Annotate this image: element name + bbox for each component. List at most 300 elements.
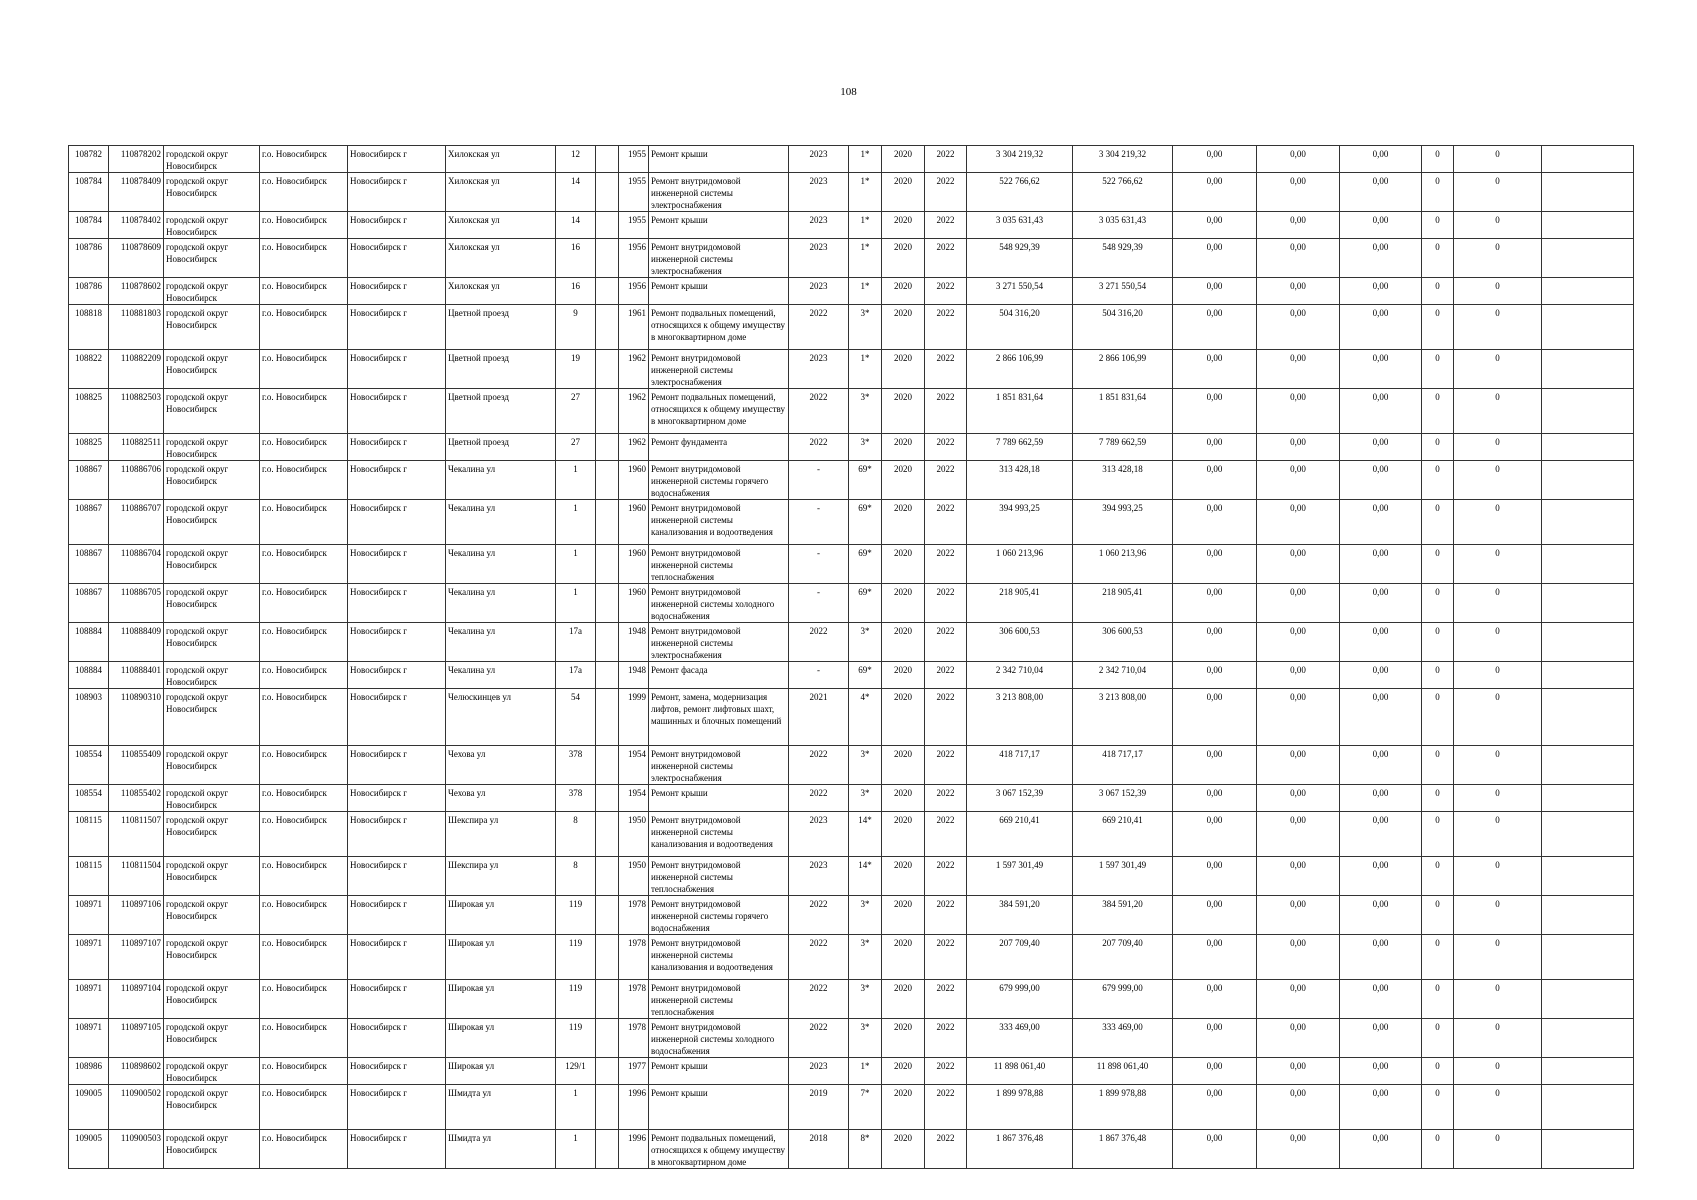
budget-3-cell: 0,00 (1340, 1085, 1422, 1130)
budget-2-cell: 0,00 (1257, 1019, 1340, 1058)
period-start-cell: 2020 (882, 584, 925, 623)
period-start-cell: 2020 (882, 746, 925, 785)
count-2-cell: 0 (1454, 584, 1542, 623)
building-cell (596, 305, 619, 350)
municipality-cell: городской округ Новосибирск (164, 584, 260, 623)
year-built-cell: 1962 (619, 389, 649, 434)
work-code-cell: 110878409 (109, 173, 164, 212)
city-cell: Новосибирск г (348, 662, 446, 689)
table-row (69, 350, 1634, 389)
extra-cell (1542, 812, 1634, 857)
budget-1-cell: 0,00 (1173, 1058, 1257, 1085)
work-code-cell: 110881803 (109, 305, 164, 350)
record-id-cell: 108971 (69, 935, 109, 980)
budget-2-cell: 0,00 (1257, 785, 1340, 812)
extra-cell (1542, 545, 1634, 584)
count-1-cell: 0 (1422, 1058, 1454, 1085)
page-number: 108 (840, 86, 857, 98)
budget-2-cell: 0,00 (1257, 935, 1340, 980)
district-cell: г.о. Новосибирск (260, 785, 348, 812)
period-start-cell: 2020 (882, 239, 925, 278)
municipality-cell: городской округ Новосибирск (164, 1085, 260, 1130)
district-cell: г.о. Новосибирск (260, 584, 348, 623)
city-cell: Новосибирск г (348, 389, 446, 434)
count-1-cell: 0 (1422, 305, 1454, 350)
period-start-cell: 2020 (882, 896, 925, 935)
year-built-cell: 1948 (619, 623, 649, 662)
work-type-cell: Ремонт внутридомовой инженерной системы канализования и водоотведения (649, 500, 789, 545)
budget-1-cell: 0,00 (1173, 239, 1257, 278)
year-built-cell: 1996 (619, 1085, 649, 1130)
period-start-cell: 2020 (882, 935, 925, 980)
work-code-cell: 110900503 (109, 1130, 164, 1169)
street-cell: Широкая ул (446, 1058, 556, 1085)
fund-cost-cell: 3 035 631,43 (1073, 212, 1173, 239)
work-type-cell: Ремонт крыши (649, 785, 789, 812)
work-type-cell: Ремонт подвальных помещений, относящихся к общему имуществу в многоквартирном доме (649, 1130, 789, 1169)
count-1-cell: 0 (1422, 935, 1454, 980)
municipality-cell: городской округ Новосибирск (164, 1019, 260, 1058)
building-cell (596, 173, 619, 212)
municipality-cell: городской округ Новосибирск (164, 461, 260, 500)
house-number-cell: 378 (556, 785, 596, 812)
work-code-cell: 110897107 (109, 935, 164, 980)
year-built-cell: 1955 (619, 146, 649, 173)
period-end-cell: 2022 (925, 1130, 967, 1169)
table-row (69, 623, 1634, 662)
record-id-cell: 108825 (69, 389, 109, 434)
house-number-cell: 14 (556, 212, 596, 239)
budget-3-cell: 0,00 (1340, 278, 1422, 305)
house-number-cell: 17а (556, 623, 596, 662)
plan-year-cell: 2022 (789, 980, 849, 1019)
record-id-cell: 108884 (69, 623, 109, 662)
count-2-cell: 0 (1454, 173, 1542, 212)
total-cost-cell: 11 898 061,40 (967, 1058, 1073, 1085)
total-cost-cell: 1 060 213,96 (967, 545, 1073, 584)
building-cell (596, 146, 619, 173)
total-cost-cell: 306 600,53 (967, 623, 1073, 662)
work-type-cell: Ремонт внутридомовой инженерной системы холодного водоснабжения (649, 584, 789, 623)
year-built-cell: 1955 (619, 173, 649, 212)
count-2-cell: 0 (1454, 1019, 1542, 1058)
house-number-cell: 119 (556, 1019, 596, 1058)
house-number-cell: 19 (556, 350, 596, 389)
district-cell: г.о. Новосибирск (260, 935, 348, 980)
total-cost-cell: 3 304 219,32 (967, 146, 1073, 173)
period-start-cell: 2020 (882, 350, 925, 389)
work-type-cell: Ремонт крыши (649, 146, 789, 173)
year-built-cell: 1950 (619, 812, 649, 857)
extra-cell (1542, 239, 1634, 278)
count-2-cell: 0 (1454, 305, 1542, 350)
total-cost-cell: 2 866 106,99 (967, 350, 1073, 389)
period-end-cell: 2022 (925, 239, 967, 278)
year-built-cell: 1977 (619, 1058, 649, 1085)
budget-3-cell: 0,00 (1340, 857, 1422, 896)
city-cell: Новосибирск г (348, 1130, 446, 1169)
house-number-cell: 16 (556, 239, 596, 278)
plan-year-cell: - (789, 500, 849, 545)
extra-cell (1542, 1019, 1634, 1058)
building-cell (596, 980, 619, 1019)
work-code-cell: 110882511 (109, 434, 164, 461)
district-cell: г.о. Новосибирск (260, 896, 348, 935)
note-cell: 1* (849, 239, 882, 278)
budget-2-cell: 0,00 (1257, 980, 1340, 1019)
fund-cost-cell: 1 867 376,48 (1073, 1130, 1173, 1169)
budget-2-cell: 0,00 (1257, 461, 1340, 500)
budget-2-cell: 0,00 (1257, 212, 1340, 239)
street-cell: Чекалина ул (446, 584, 556, 623)
year-built-cell: 1960 (619, 461, 649, 500)
city-cell: Новосибирск г (348, 461, 446, 500)
extra-cell (1542, 935, 1634, 980)
period-end-cell: 2022 (925, 746, 967, 785)
table-row (69, 584, 1634, 623)
note-cell: 3* (849, 305, 882, 350)
budget-1-cell: 0,00 (1173, 1019, 1257, 1058)
work-type-cell: Ремонт внутридомовой инженерной системы горячего водоснабжения (649, 461, 789, 500)
municipality-cell: городской округ Новосибирск (164, 746, 260, 785)
plan-year-cell: 2022 (789, 1019, 849, 1058)
fund-cost-cell: 333 469,00 (1073, 1019, 1173, 1058)
street-cell: Шмидта ул (446, 1085, 556, 1130)
budget-3-cell: 0,00 (1340, 746, 1422, 785)
plan-year-cell: 2023 (789, 239, 849, 278)
count-1-cell: 0 (1422, 461, 1454, 500)
note-cell: 1* (849, 350, 882, 389)
count-1-cell: 0 (1422, 857, 1454, 896)
count-1-cell: 0 (1422, 278, 1454, 305)
budget-3-cell: 0,00 (1340, 980, 1422, 1019)
count-1-cell: 0 (1422, 662, 1454, 689)
work-code-cell: 110886706 (109, 461, 164, 500)
municipality-cell: городской округ Новосибирск (164, 1058, 260, 1085)
record-id-cell: 108554 (69, 746, 109, 785)
record-id-cell: 108115 (69, 857, 109, 896)
period-end-cell: 2022 (925, 1058, 967, 1085)
plan-year-cell: - (789, 461, 849, 500)
table-row (69, 500, 1634, 545)
total-cost-cell: 548 929,39 (967, 239, 1073, 278)
extra-cell (1542, 278, 1634, 305)
work-code-cell: 110890310 (109, 689, 164, 746)
municipality-cell: городской округ Новосибирск (164, 434, 260, 461)
work-code-cell: 110882503 (109, 389, 164, 434)
plan-year-cell: 2023 (789, 350, 849, 389)
period-end-cell: 2022 (925, 278, 967, 305)
plan-year-cell: 2023 (789, 146, 849, 173)
record-id-cell: 108786 (69, 239, 109, 278)
table-row (69, 785, 1634, 812)
table-row (69, 461, 1634, 500)
note-cell: 3* (849, 980, 882, 1019)
table-row (69, 812, 1634, 857)
building-cell (596, 389, 619, 434)
extra-cell (1542, 1130, 1634, 1169)
work-type-cell: Ремонт фасада (649, 662, 789, 689)
district-cell: г.о. Новосибирск (260, 389, 348, 434)
count-2-cell: 0 (1454, 746, 1542, 785)
extra-cell (1542, 305, 1634, 350)
count-2-cell: 0 (1454, 500, 1542, 545)
year-built-cell: 1978 (619, 935, 649, 980)
period-start-cell: 2020 (882, 212, 925, 239)
budget-2-cell: 0,00 (1257, 1058, 1340, 1085)
count-1-cell: 0 (1422, 1019, 1454, 1058)
city-cell: Новосибирск г (348, 545, 446, 584)
plan-year-cell: 2022 (789, 935, 849, 980)
table-row (69, 1019, 1634, 1058)
total-cost-cell: 7 789 662,59 (967, 434, 1073, 461)
street-cell: Чехова ул (446, 746, 556, 785)
total-cost-cell: 1 597 301,49 (967, 857, 1073, 896)
fund-cost-cell: 3 213 808,00 (1073, 689, 1173, 746)
budget-2-cell: 0,00 (1257, 1130, 1340, 1169)
budget-3-cell: 0,00 (1340, 146, 1422, 173)
municipality-cell: городской округ Новосибирск (164, 935, 260, 980)
count-1-cell: 0 (1422, 500, 1454, 545)
budget-2-cell: 0,00 (1257, 389, 1340, 434)
work-type-cell: Ремонт внутридомовой инженерной системы горячего водоснабжения (649, 896, 789, 935)
count-1-cell: 0 (1422, 389, 1454, 434)
table-row (69, 305, 1634, 350)
year-built-cell: 1956 (619, 278, 649, 305)
fund-cost-cell: 3 271 550,54 (1073, 278, 1173, 305)
period-start-cell: 2020 (882, 785, 925, 812)
record-id-cell: 108867 (69, 461, 109, 500)
period-end-cell: 2022 (925, 389, 967, 434)
plan-year-cell: 2019 (789, 1085, 849, 1130)
work-type-cell: Ремонт внутридомовой инженерной системы канализования и водоотведения (649, 935, 789, 980)
fund-cost-cell: 679 999,00 (1073, 980, 1173, 1019)
municipality-cell: городской округ Новосибирск (164, 173, 260, 212)
year-built-cell: 1954 (619, 746, 649, 785)
budget-1-cell: 0,00 (1173, 278, 1257, 305)
work-code-cell: 110897105 (109, 1019, 164, 1058)
count-2-cell: 0 (1454, 896, 1542, 935)
period-end-cell: 2022 (925, 980, 967, 1019)
house-number-cell: 1 (556, 500, 596, 545)
extra-cell (1542, 584, 1634, 623)
record-id-cell: 108554 (69, 785, 109, 812)
record-id-cell: 108884 (69, 662, 109, 689)
district-cell: г.о. Новосибирск (260, 278, 348, 305)
count-1-cell: 0 (1422, 239, 1454, 278)
city-cell: Новосибирск г (348, 305, 446, 350)
district-cell: г.о. Новосибирск (260, 173, 348, 212)
work-code-cell: 110886704 (109, 545, 164, 584)
building-cell (596, 785, 619, 812)
city-cell: Новосибирск г (348, 746, 446, 785)
building-cell (596, 746, 619, 785)
building-cell (596, 662, 619, 689)
count-2-cell: 0 (1454, 1130, 1542, 1169)
budget-3-cell: 0,00 (1340, 1058, 1422, 1085)
total-cost-cell: 1 899 978,88 (967, 1085, 1073, 1130)
street-cell: Цветной проезд (446, 305, 556, 350)
house-number-cell: 119 (556, 980, 596, 1019)
budget-3-cell: 0,00 (1340, 662, 1422, 689)
extra-cell (1542, 212, 1634, 239)
record-id-cell: 108818 (69, 305, 109, 350)
budget-2-cell: 0,00 (1257, 623, 1340, 662)
district-cell: г.о. Новосибирск (260, 239, 348, 278)
note-cell: 3* (849, 389, 882, 434)
street-cell: Хилокская ул (446, 173, 556, 212)
period-start-cell: 2020 (882, 623, 925, 662)
budget-3-cell: 0,00 (1340, 1019, 1422, 1058)
total-cost-cell: 3 271 550,54 (967, 278, 1073, 305)
budget-2-cell: 0,00 (1257, 173, 1340, 212)
fund-cost-cell: 1 851 831,64 (1073, 389, 1173, 434)
budget-3-cell: 0,00 (1340, 212, 1422, 239)
fund-cost-cell: 1 597 301,49 (1073, 857, 1173, 896)
work-code-cell: 110855409 (109, 746, 164, 785)
budget-1-cell: 0,00 (1173, 146, 1257, 173)
count-1-cell: 0 (1422, 1085, 1454, 1130)
year-built-cell: 1999 (619, 689, 649, 746)
count-2-cell: 0 (1454, 1058, 1542, 1085)
fund-cost-cell: 669 210,41 (1073, 812, 1173, 857)
count-1-cell: 0 (1422, 896, 1454, 935)
note-cell: 3* (849, 935, 882, 980)
district-cell: г.о. Новосибирск (260, 980, 348, 1019)
work-code-cell: 110878609 (109, 239, 164, 278)
budget-1-cell: 0,00 (1173, 545, 1257, 584)
work-type-cell: Ремонт внутридомовой инженерной системы электроснабжения (649, 746, 789, 785)
building-cell (596, 239, 619, 278)
note-cell: 3* (849, 434, 882, 461)
total-cost-cell: 384 591,20 (967, 896, 1073, 935)
city-cell: Новосибирск г (348, 239, 446, 278)
budget-3-cell: 0,00 (1340, 584, 1422, 623)
budget-3-cell: 0,00 (1340, 785, 1422, 812)
district-cell: г.о. Новосибирск (260, 857, 348, 896)
budget-2-cell: 0,00 (1257, 812, 1340, 857)
total-cost-cell: 313 428,18 (967, 461, 1073, 500)
fund-cost-cell: 2 342 710,04 (1073, 662, 1173, 689)
work-code-cell: 110888401 (109, 662, 164, 689)
fund-cost-cell: 394 993,25 (1073, 500, 1173, 545)
period-end-cell: 2022 (925, 584, 967, 623)
table-row (69, 146, 1634, 173)
total-cost-cell: 522 766,62 (967, 173, 1073, 212)
budget-2-cell: 0,00 (1257, 662, 1340, 689)
count-1-cell: 0 (1422, 785, 1454, 812)
table-row (69, 662, 1634, 689)
district-cell: г.о. Новосибирск (260, 746, 348, 785)
year-built-cell: 1950 (619, 857, 649, 896)
budget-1-cell: 0,00 (1173, 173, 1257, 212)
note-cell: 3* (849, 746, 882, 785)
building-cell (596, 545, 619, 584)
building-cell (596, 212, 619, 239)
city-cell: Новосибирск г (348, 1019, 446, 1058)
total-cost-cell: 679 999,00 (967, 980, 1073, 1019)
plan-year-cell: - (789, 584, 849, 623)
budget-3-cell: 0,00 (1340, 623, 1422, 662)
period-end-cell: 2022 (925, 689, 967, 746)
budget-1-cell: 0,00 (1173, 857, 1257, 896)
count-2-cell: 0 (1454, 146, 1542, 173)
fund-cost-cell: 1 060 213,96 (1073, 545, 1173, 584)
extra-cell (1542, 896, 1634, 935)
budget-3-cell: 0,00 (1340, 389, 1422, 434)
house-number-cell: 12 (556, 146, 596, 173)
plan-year-cell: 2022 (789, 434, 849, 461)
building-cell (596, 935, 619, 980)
budget-2-cell: 0,00 (1257, 500, 1340, 545)
note-cell: 14* (849, 812, 882, 857)
note-cell: 69* (849, 461, 882, 500)
building-cell (596, 812, 619, 857)
budget-1-cell: 0,00 (1173, 935, 1257, 980)
count-1-cell: 0 (1422, 812, 1454, 857)
plan-year-cell: 2023 (789, 812, 849, 857)
period-start-cell: 2020 (882, 500, 925, 545)
work-code-cell: 110888409 (109, 623, 164, 662)
period-start-cell: 2020 (882, 662, 925, 689)
year-built-cell: 1978 (619, 1019, 649, 1058)
extra-cell (1542, 980, 1634, 1019)
budget-1-cell: 0,00 (1173, 212, 1257, 239)
municipality-cell: городской округ Новосибирск (164, 980, 260, 1019)
district-cell: г.о. Новосибирск (260, 146, 348, 173)
period-start-cell: 2020 (882, 461, 925, 500)
count-2-cell: 0 (1454, 212, 1542, 239)
work-type-cell: Ремонт внутридомовой инженерной системы электроснабжения (649, 173, 789, 212)
budget-1-cell: 0,00 (1173, 434, 1257, 461)
count-1-cell: 0 (1422, 212, 1454, 239)
budget-3-cell: 0,00 (1340, 545, 1422, 584)
budget-1-cell: 0,00 (1173, 584, 1257, 623)
extra-cell (1542, 785, 1634, 812)
year-built-cell: 1960 (619, 500, 649, 545)
period-end-cell: 2022 (925, 434, 967, 461)
city-cell: Новосибирск г (348, 785, 446, 812)
work-type-cell: Ремонт внутридомовой инженерной системы электроснабжения (649, 623, 789, 662)
house-number-cell: 8 (556, 857, 596, 896)
district-cell: г.о. Новосибирск (260, 350, 348, 389)
table-row (69, 896, 1634, 935)
district-cell: г.о. Новосибирск (260, 212, 348, 239)
house-number-cell: 8 (556, 812, 596, 857)
record-id-cell: 108782 (69, 146, 109, 173)
note-cell: 1* (849, 173, 882, 212)
budget-1-cell: 0,00 (1173, 350, 1257, 389)
extra-cell (1542, 746, 1634, 785)
year-built-cell: 1961 (619, 305, 649, 350)
budget-3-cell: 0,00 (1340, 461, 1422, 500)
count-2-cell: 0 (1454, 239, 1542, 278)
district-cell: г.о. Новосибирск (260, 545, 348, 584)
year-built-cell: 1978 (619, 980, 649, 1019)
count-2-cell: 0 (1454, 980, 1542, 1019)
street-cell: Шекспира ул (446, 812, 556, 857)
municipality-cell: городской округ Новосибирск (164, 896, 260, 935)
district-cell: г.о. Новосибирск (260, 689, 348, 746)
count-2-cell: 0 (1454, 662, 1542, 689)
count-2-cell: 0 (1454, 785, 1542, 812)
plan-year-cell: 2022 (789, 389, 849, 434)
street-cell: Хилокская ул (446, 146, 556, 173)
work-code-cell: 110811507 (109, 812, 164, 857)
total-cost-cell: 218 905,41 (967, 584, 1073, 623)
table-row (69, 239, 1634, 278)
fund-cost-cell: 384 591,20 (1073, 896, 1173, 935)
